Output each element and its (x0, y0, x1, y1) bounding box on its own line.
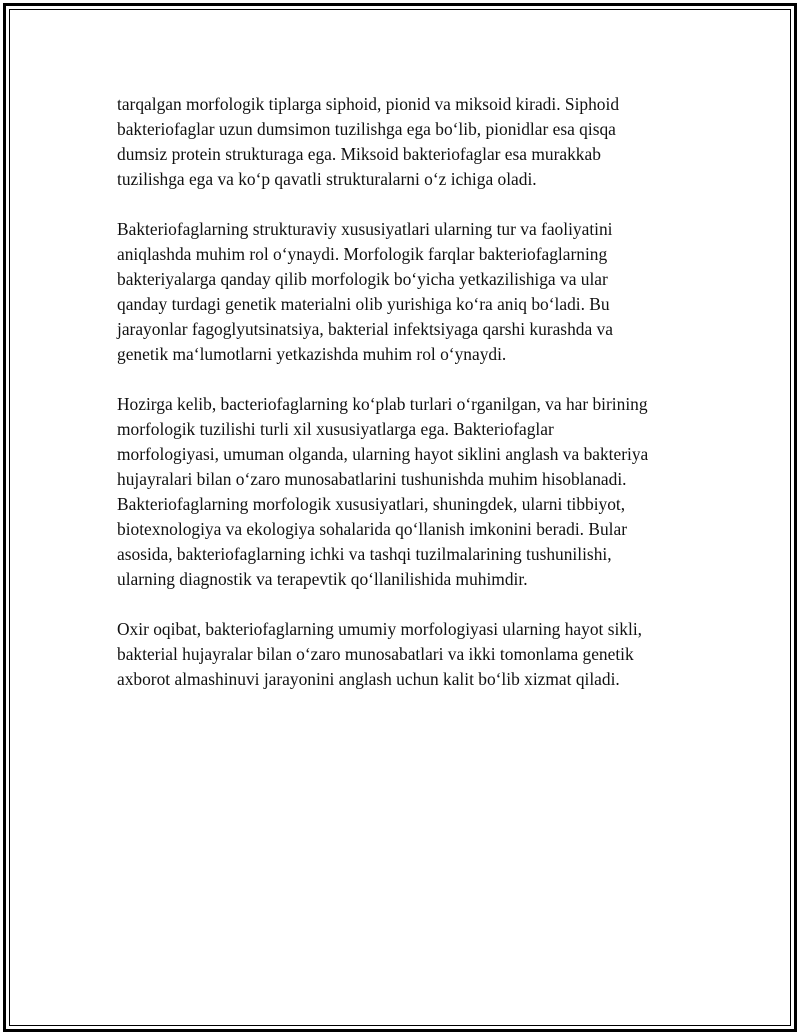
paragraph-structural-features: Bakteriofaglarning strukturaviy xususiyatlari ularning tur va faoliyatini aniqlashda muhim rol o‘ynaydi. Morfologik farqlar bakteriofaglarning bakteriyalarga qanday qilib morfologik bo‘yicha yetkazilishiga va ular qanday turdagi genetik materialni olib yurishiga ko‘ra aniq bo‘ladi. Bu jarayonlar fagoglyutsinatsiya, bakterial infektsiyaga qarshi kurashda va genetik ma‘lumotlarni yetkazishda muhim rol o‘ynaydi. (117, 219, 613, 364)
paragraph-conclusion: Oxir oqibat, bakteriofaglarning umumiy morfologiyasi ularning hayot sikli, bakterial hujayralar bilan o‘zaro munosabatlari va ikki tomonlama genetik axborot almashinuvi jarayonini anglash uchun kalit bo‘lib xizmat qiladi. (117, 619, 643, 689)
paragraph-morphological-types: tarqalgan morfologik tiplarga siphoid, pionid va miksoid kiradi. Siphoid bakteriofaglar uzun dumsimon tuzilishga ega bo‘lib, pionidlar esa qisqa dumsiz protein strukturaga ega. Miksoid bakteriofaglar esa murakkab tuzilishga ega va ko‘p qavatli strukturalarni o‘z ichiga oladi. (117, 94, 620, 189)
document-body (117, 92, 697, 717)
paragraph-current-research: Hozirga kelib, bacteriofaglarning ko‘plab turlari o‘rganilgan, va har birining morfologik tuzilishi turli xil xususiyatlarga ega. Bakteriofaglar morfologiyasi, umuman olganda, ularning hayot siklini anglash va bakteriya hujayralari bilan o‘zaro munosabatlarini tushunishda muhim hisoblanadi. Bakteriofaglarning morfologik xususiyatlari, shuningdek, ularni tibbiyot, biotexnologiya va ekologiya sohalarida qo‘llanish imkonini beradi. Bular asosida, bakteriofaglarning ichki va tashqi tuzilmalarining tushunilishi, ularning diagnostik va terapevtik qo‘llanilishida muhimdir. (117, 394, 649, 589)
